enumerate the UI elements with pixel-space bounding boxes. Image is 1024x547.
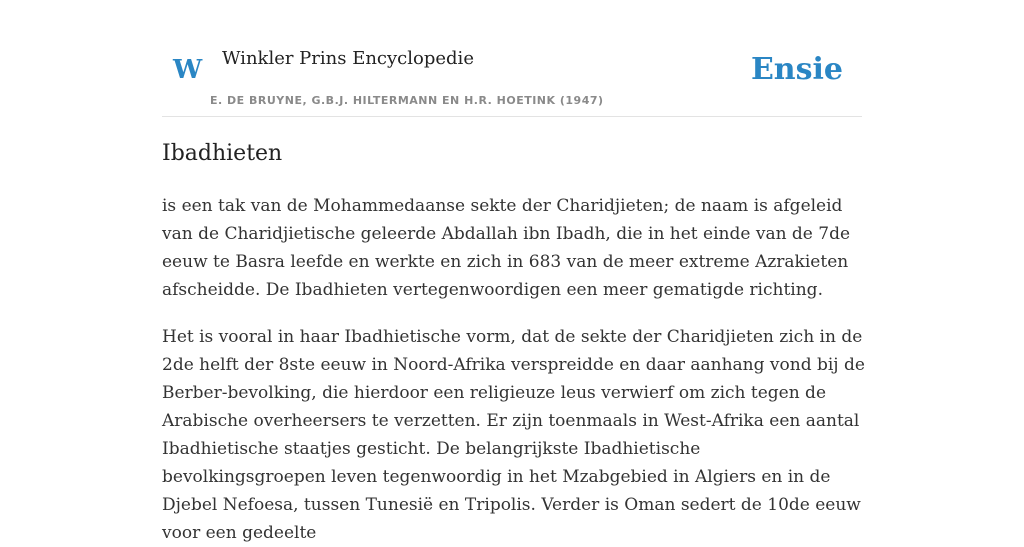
- site-title[interactable]: Winkler Prins Encyclopedie: [222, 48, 474, 69]
- article-paragraph: is een tak van de Mohammedaanse sekte der Charidjieten; de naam is afgeleid van de Charidjietische geleerde Abdallah ibn Ibadh, die in het einde van de 7de eeuw te Basra leefde en werkte en zich in 683 van de meer extreme Azrakieten afscheidde. De Ibadhieten vertegenwoordigen een meer gematigde richting.: [162, 196, 851, 300]
- article-paragraph: Het is vooral in haar Ibadhietische vorm, dat de sekte der Charidjieten zich in de 2de helft der 8ste eeuw in Noord-Afrika verspreidde en daar aanhang vond bij de Berber-bevolking, die hierdoor een religieuze leus verwierf om zich tegen de Arabische overheersers te verzetten. Er zijn toenmaals in West-Afrika een aantal Ibadhietische staatjes gesticht. De belangrijkste Ibadhietische bevolkingsgroepen leven tegenwoordig in het Mzabgebied in Algiers en in de Djebel Nefoesa, tussen Tunesië en Tripolis. Verder is Oman sedert de 10de eeuw voor een gedeelte: [162, 327, 865, 543]
- article: [162, 138, 866, 547]
- byline: E. DE BRUYNE, G.B.J. HILTERMANN EN H.R. HOETINK (1947): [210, 94, 604, 107]
- ensie-logo[interactable]: Ensie: [750, 52, 843, 87]
- article-title: Ibadhieten: [162, 141, 283, 166]
- wp-logo-icon[interactable]: W: [173, 55, 203, 85]
- site-header: [162, 0, 862, 117]
